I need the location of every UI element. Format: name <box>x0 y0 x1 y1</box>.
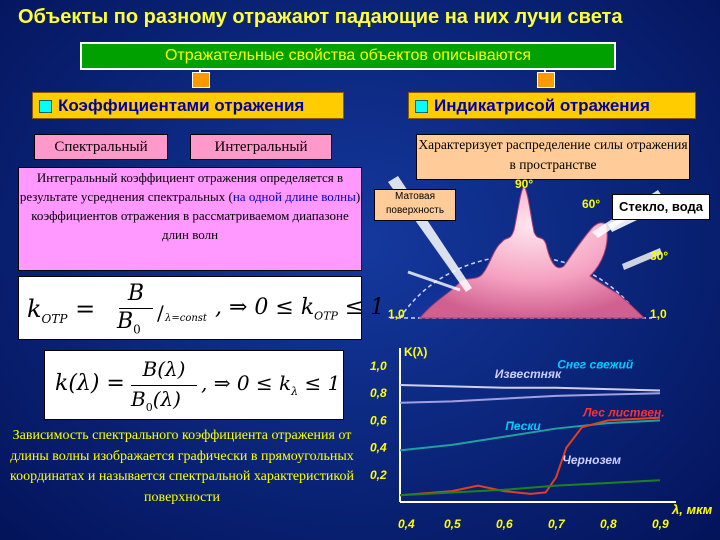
spectral-characteristic-text: Зависимость спектрального коэффициента отражения от длины волны изображается графически в прямоугольных координатах и называется спектральной характеристикой поверхности <box>10 428 354 505</box>
formula2-den-b: B <box>131 387 146 411</box>
formula1-numerator: B <box>127 281 145 306</box>
y-tick-label: 0,4 <box>370 440 387 455</box>
integral-description-part2: ) коэффициентов отражения в рассматриваемом диапазоне длин волн <box>31 189 361 242</box>
series-label: Лес листвен. <box>583 405 665 420</box>
spectral-formula <box>44 350 344 420</box>
formula2-range-text: , ⇒ 0 ≤ k <box>201 371 292 395</box>
integral-description-highlight: на одной длине волны <box>232 189 356 204</box>
chart-xlabel: λ, мкм <box>672 502 713 517</box>
page-title: Объекты по разному отражают падающие на них лучи света <box>18 6 623 28</box>
formula2-bound: ≤ 1 <box>298 371 341 395</box>
spectral-tag: Спектральный <box>34 134 168 160</box>
formula1-denominator <box>117 309 141 336</box>
formula2-lhs: k(λ) = <box>55 371 125 396</box>
formula1-k-sub: ОТР <box>41 311 68 326</box>
y-tick-label: 0,2 <box>370 467 387 482</box>
formula2-numerator: B(λ) <box>142 357 186 381</box>
chart-ylabel: K(λ) <box>404 345 428 359</box>
bullet-icon <box>39 100 52 113</box>
integral-formula <box>18 276 385 340</box>
formula1-den-b: B <box>117 309 134 334</box>
right-arrow-marker <box>537 72 555 88</box>
integral-description-part1: Интегральный коэффициент отражения определяется в результате усреднения спектральных ( <box>19 170 344 204</box>
matte-surface-label: Матовая поверхность <box>374 189 456 221</box>
series-label: Пески <box>505 418 541 433</box>
integral-tag: Интегральный <box>190 134 332 160</box>
coefficients-heading-label: Коэффициентами отражения <box>58 96 305 115</box>
series-label: Чернозем <box>562 452 621 467</box>
series-line <box>400 385 660 390</box>
formula1-bound: ≤ 1 <box>337 295 385 320</box>
formula1-condition: λ=const <box>165 313 207 324</box>
y-tick-label: 0,8 <box>370 386 387 401</box>
formula1-range <box>215 295 384 322</box>
formula2-fraction-bar <box>131 385 197 386</box>
formula2-range <box>201 371 340 398</box>
formula1-lhs: $k_{ОТР}$ = <box>27 295 96 326</box>
formula1-range-text: , ⇒ 0 ≤ k <box>215 295 315 320</box>
chart-series <box>400 385 660 495</box>
indicatrix-description: Характеризует распределение силы отражения в пространстве <box>416 134 690 180</box>
formula2-den-tail: (λ) <box>152 387 181 411</box>
series-label: Снег свежий <box>557 357 634 372</box>
indicatrix-right-value: 1,0 <box>650 307 667 321</box>
coefficients-heading <box>32 92 344 119</box>
x-tick-label: 0,5 <box>444 517 461 531</box>
angle-90-label: 90° <box>515 177 534 191</box>
formula2-den-sub: 0 <box>145 401 153 414</box>
spectral-chart <box>360 338 720 540</box>
series-line <box>400 393 660 403</box>
angle-60-label: 60° <box>582 197 601 211</box>
x-tick-label: 0,9 <box>652 517 669 531</box>
formula1-range-sub: ОТР <box>314 309 338 323</box>
left-arrow-marker <box>192 72 210 88</box>
indicatrix-heading <box>408 92 696 119</box>
formula1-den-sub: 0 <box>133 322 141 337</box>
angle-30-label: 30° <box>650 249 669 263</box>
indicatrix-left-value: 1,0 <box>388 307 405 321</box>
x-tick-label: 0,7 <box>548 517 565 531</box>
formula2-range-sub: λ <box>291 385 299 398</box>
bullet-icon <box>415 100 428 113</box>
formula1-slash: / <box>157 301 164 325</box>
indicatrix-heading-label: Индикатрисой отражения <box>434 96 650 115</box>
formula2-denominator <box>131 387 181 414</box>
subtitle-banner: Отражательные свойства объектов описываются <box>80 42 616 70</box>
x-tick-label: 0,4 <box>398 517 415 531</box>
series-label: Известняк <box>494 367 562 382</box>
x-tick-label: 0,6 <box>496 517 513 531</box>
formula1-k: k <box>27 295 42 323</box>
x-tick-label: 0,8 <box>600 517 617 531</box>
glass-water-label: Стекло, вода <box>612 194 710 220</box>
y-tick-label: 1,0 <box>370 359 387 373</box>
integral-description <box>18 167 362 271</box>
y-tick-label: 0,6 <box>370 413 387 428</box>
chart-series-labels <box>495 358 665 467</box>
